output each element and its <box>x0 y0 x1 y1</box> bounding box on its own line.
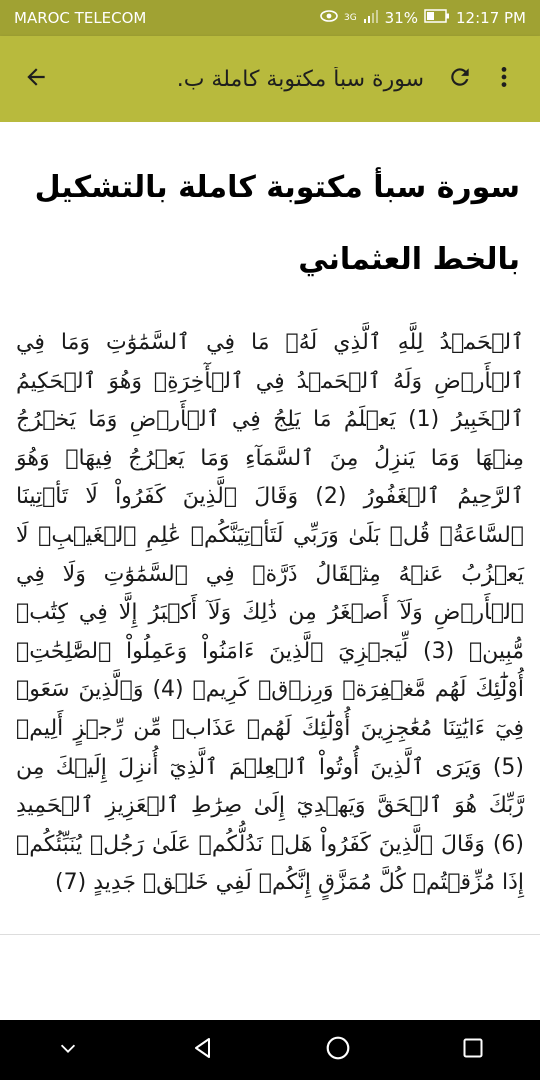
battery-icon <box>424 9 450 27</box>
nav-recents-button[interactable] <box>449 1026 497 1074</box>
more-vert-icon <box>491 64 517 94</box>
surah-verses: ٱلۡحَمۡدُ لِلَّهِ ٱلَّذِي لَهُۥ مَا فِي ٱلسَّمَٰوَٰتِ وَمَا فِي ٱلۡأَرۡضِ وَلَهُ ٱلۡحَمۡدُ فِي ٱلۡأٓخِرَةِۚ وَهُوَ ٱلۡحَكِيمُ ٱلۡخَبِيرُ (1) يَعۡلَمُ مَا يَلِجُ فِي ٱلۡأَرۡضِ وَمَا يَخۡرُجُ مِنۡهَا وَمَا يَنزِلُ مِنَ ٱلسَّمَآءِ وَمَا يَعۡرُجُ فِيهَاۚ وَهُوَ ٱلرَّحِيمُ ٱلۡغَفُورُ (2) وَقَالَ ٱلَّذِينَ كَفَرُواْ لَا تَأۡتِينَا ٱلسَّاعَةُۖ قُلۡ بَلَىٰ وَرَبِّي لَتَأۡتِيَنَّكُمۡ عَٰلِمِ ٱلۡغَيۡبِۖ لَا يَعۡزُبُ عَنۡهُ مِثۡقَالُ ذَرَّةٖ فِي ٱلسَّمَٰوَٰتِ وَلَا فِي ٱلۡأَرۡضِ وَلَآ أَصۡغَرُ مِن ذَٰلِكَ وَلَآ أَكۡبَرُ إِلَّا فِي كِتَٰبٖ مُّبِينٖ (3) لِّيَجۡزِيَ ٱلَّذِينَ ءَامَنُواْ وَعَمِلُواْ ٱلصَّٰلِحَٰتِۚ أُوْلَٰٓئِكَ لَهُم مَّغۡفِرَةٞ وَرِزۡقٞ كَرِيمٞ (4) وَٱلَّذِينَ سَعَوۡ فِيٓ ءَايَٰتِنَا مُعَٰجِزِينَ أُوْلَٰٓئِكَ لَهُمۡ عَذَابٞ مِّن رِّجۡزٍ أَلِيمٞ (5) وَيَرَى ٱلَّذِينَ أُوتُواْ ٱلۡعِلۡمَ ٱلَّذِيٓ أُنزِلَ إِلَيۡكَ مِن رَّبِّكَ هُوَ ٱلۡحَقَّ وَيَهۡدِيٓ إِلَىٰ صِرَٰطِ ٱلۡعَزِيزِ ٱلۡحَمِيدِ (6) وَقَالَ ٱلَّذِينَ كَفَرُواْ هَلۡ نَدُلُّكُمۡ عَلَىٰ رَجُلٖ يُنَبِّئُكُمۡ إِذَا مُزِّقۡتُمۡ كُلَّ مُمَزَّقٍ إِنَّكُمۡ لَفِي خَلۡقٖ جَدِيدٍ (7) <box>16 330 524 896</box>
clock: 12:17 PM <box>456 9 526 27</box>
app-bar <box>0 36 540 122</box>
status-bar <box>0 0 540 36</box>
article-heading: سورة سبأ مكتوبة كاملة بالتشكيل بالخط العثماني <box>34 170 520 277</box>
square-recents-icon <box>461 1036 485 1064</box>
more-options-button[interactable] <box>482 57 526 101</box>
app-bar-title: سورة سبأ مكتوبة كاملة ب. <box>176 66 424 92</box>
battery-percent: 31% <box>384 9 419 27</box>
network-type-label: 3G <box>343 13 357 23</box>
nav-back-button[interactable] <box>179 1026 227 1074</box>
article-content[interactable] <box>0 122 540 935</box>
refresh-icon <box>447 64 473 94</box>
refresh-button[interactable] <box>438 57 482 101</box>
system-nav-bar <box>0 1020 540 1080</box>
circle-home-icon <box>325 1035 351 1065</box>
status-indicators <box>320 9 526 27</box>
arrow-back-icon <box>23 64 49 94</box>
nav-home-button[interactable] <box>314 1026 362 1074</box>
carrier-label: MAROC TELECOM <box>14 9 147 27</box>
back-button[interactable] <box>14 57 58 101</box>
nav-hide-button[interactable] <box>44 1026 92 1074</box>
signal-icon <box>363 9 379 27</box>
eye-icon <box>320 9 338 27</box>
triangle-back-icon <box>191 1036 215 1064</box>
chevron-down-icon <box>57 1037 79 1063</box>
